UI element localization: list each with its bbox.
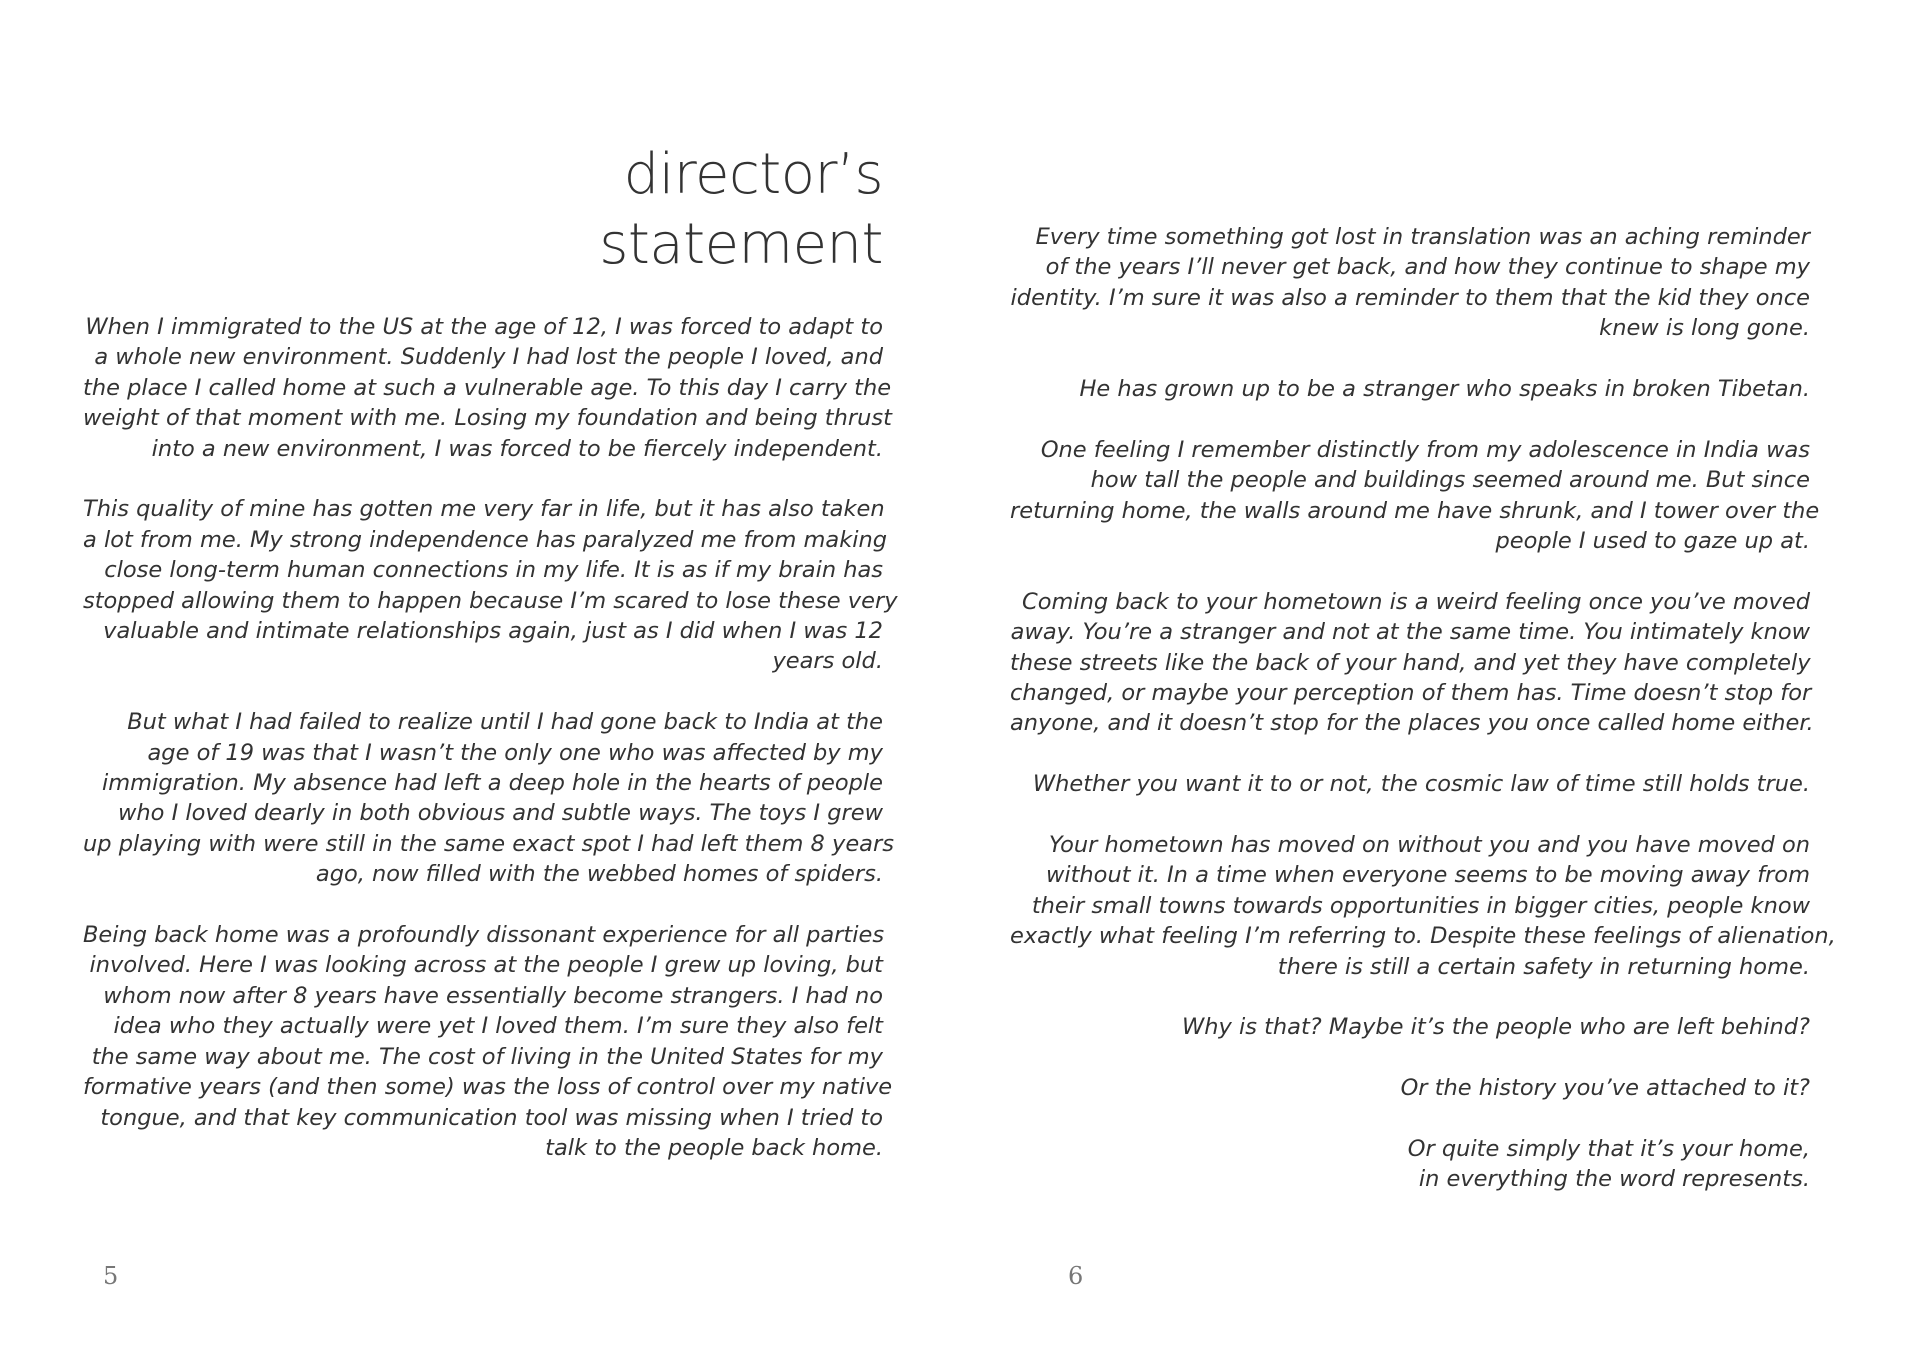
text-line: Why is that? Maybe it’s the people who are left behind? bbox=[1181, 1014, 1810, 1041]
text-line: knew is long gone. bbox=[1599, 315, 1810, 342]
paragraph bbox=[83, 707, 894, 889]
paragraph bbox=[1010, 587, 1814, 739]
text-line: immigration. My absence had left a deep hole in the hearts of people bbox=[102, 770, 883, 797]
text-line: Or quite simply that it’s your home, bbox=[1407, 1136, 1810, 1163]
text-line: talk to the people back home. bbox=[545, 1134, 883, 1161]
paragraph bbox=[1010, 1134, 1810, 1195]
text-line: away. You’re a stranger and not at the same time. You intimately know bbox=[1010, 619, 1810, 646]
text-line: But what I had failed to realize until I had gone back to India at the bbox=[127, 709, 883, 736]
text-line: in everything the word represents. bbox=[1418, 1166, 1810, 1193]
text-line: Coming back to your hometown is a weird feeling once you’ve moved bbox=[1021, 588, 1810, 615]
text-line: stopped allowing them to happen because I’m scared to lose these very bbox=[83, 587, 898, 614]
paragraph bbox=[83, 494, 898, 676]
text-line: changed, or maybe your perception of them has. Time doesn’t stop for bbox=[1010, 680, 1812, 707]
right-body-text bbox=[1010, 222, 1836, 1225]
text-line: When I immigrated to the US at the age of 12, I was forced to adapt to bbox=[85, 314, 883, 340]
paragraph bbox=[1010, 830, 1836, 982]
text-line: how tall the people and buildings seemed around me. But since bbox=[1090, 467, 1810, 494]
page-number: 5 bbox=[103, 1262, 119, 1290]
paragraph bbox=[1010, 1012, 1810, 1042]
text-line: He has grown up to be a stranger who speaks in broken Tibetan. bbox=[1079, 376, 1810, 403]
text-line: these streets like the back of your hand, and yet they have completely bbox=[1010, 649, 1811, 676]
paragraph bbox=[1010, 769, 1810, 799]
text-line: formative years (and then some) was the loss of control over my native bbox=[83, 1074, 893, 1101]
paragraph bbox=[1010, 1073, 1810, 1103]
paragraph bbox=[83, 312, 892, 464]
text-line: idea who they actually were yet I loved them. I’m sure they also felt bbox=[113, 1013, 883, 1040]
page-title bbox=[283, 140, 883, 280]
text-line: Whether you want it to or not, the cosmic law of time still holds true. bbox=[1032, 771, 1810, 798]
text-line: Being back home was a profoundly dissonant experience for all parties bbox=[83, 922, 885, 949]
text-line: anyone, and it doesn’t stop for the places you once called home either. bbox=[1010, 710, 1814, 737]
text-line: who I loved dearly in both obvious and subtle ways. The toys I grew bbox=[117, 800, 883, 827]
text-line: the place I called home at such a vulnerable age. To this day I carry the bbox=[83, 374, 892, 401]
text-line: whom now after 8 years have essentially become strangers. I had no bbox=[103, 982, 883, 1009]
paragraph bbox=[1010, 222, 1810, 344]
title-line: director’s bbox=[623, 142, 883, 207]
text-line: age of 19 was that I wasn’t the only one who was affected by my bbox=[147, 739, 883, 766]
text-line: up playing with were still in the same exact spot I had left them 8 years bbox=[83, 830, 894, 857]
text-line: years old. bbox=[772, 648, 883, 675]
text-line: a whole new environment. Suddenly I had lost the people I loved, and bbox=[94, 344, 883, 371]
text-line: Every time something got lost in translation was an aching reminder bbox=[1035, 224, 1810, 250]
text-line: into a new environment, I was forced to be fiercely independent. bbox=[151, 435, 883, 462]
text-line: ago, now filled with the webbed homes of spiders. bbox=[315, 861, 883, 888]
text-line: involved. Here I was looking across at the people I grew up loving, but bbox=[89, 952, 883, 979]
text-line: valuable and intimate relationships again, just as I did when I was 12 bbox=[103, 618, 883, 645]
text-line: close long-term human connections in my life. It is as if my brain has bbox=[104, 557, 883, 584]
text-line: there is still a certain safety in returning home. bbox=[1277, 953, 1810, 980]
text-line: of the years I’ll never get back, and how they continue to shape my bbox=[1045, 254, 1810, 281]
right-page bbox=[960, 0, 1920, 1362]
text-line: This quality of mine has gotten me very far in life, but it has also taken bbox=[83, 496, 885, 523]
text-line: people I used to gaze up at. bbox=[1495, 528, 1810, 555]
text-line: Your hometown has moved on without you and you have moved on bbox=[1048, 832, 1810, 859]
text-line: their small towns towards opportunities in bigger cities, people know bbox=[1031, 892, 1810, 919]
text-line: returning home, the walls around me have shrunk, and I tower over the bbox=[1010, 497, 1820, 524]
text-line: One feeling I remember distinctly from my adolescence in India was bbox=[1040, 436, 1810, 463]
text-line: identity. I’m sure it was also a reminder to them that the kid they once bbox=[1010, 284, 1810, 311]
text-line: Or the history you’ve attached to it? bbox=[1400, 1075, 1810, 1102]
text-line: exactly what feeling I’m referring to. Despite these feelings of alienation, bbox=[1010, 923, 1836, 950]
title-line: statement bbox=[599, 212, 883, 277]
text-line: without it. In a time when everyone seems to be moving away from bbox=[1045, 862, 1810, 889]
text-line: the same way about me. The cost of living in the United States for my bbox=[91, 1043, 883, 1070]
page-number: 6 bbox=[1068, 1262, 1084, 1290]
left-body-text bbox=[83, 312, 898, 1194]
text-line: weight of that moment with me. Losing my foundation and being thrust bbox=[83, 405, 892, 432]
paragraph bbox=[1010, 435, 1820, 557]
paragraph bbox=[1010, 374, 1810, 404]
text-line: tongue, and that key communication tool was missing when I tried to bbox=[100, 1104, 883, 1131]
paragraph bbox=[83, 920, 893, 1163]
text-line: a lot from me. My strong independence has paralyzed me from making bbox=[83, 526, 888, 553]
